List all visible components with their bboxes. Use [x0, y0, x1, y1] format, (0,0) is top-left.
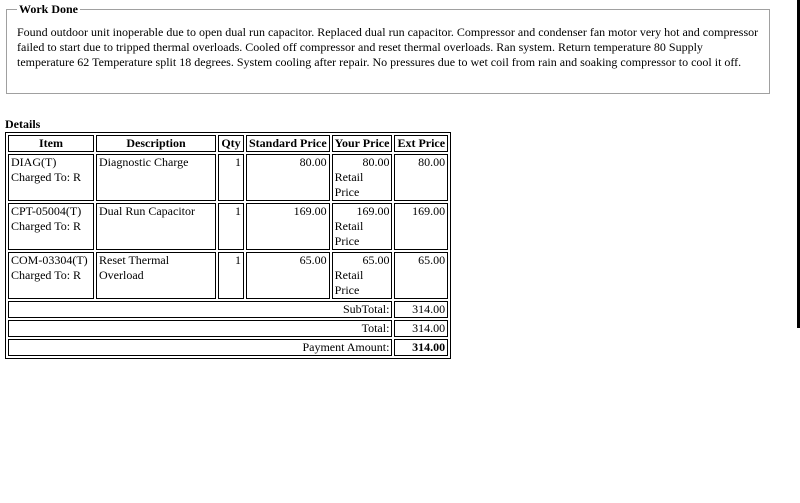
standard-price-cell: 80.00: [246, 154, 330, 201]
description-cell: Dual Run Capacitor: [96, 203, 216, 250]
qty-cell: 1: [218, 154, 244, 201]
your-price-note: Retail Price: [334, 219, 364, 248]
header-your-price: Your Price: [332, 135, 393, 152]
item-code: DIAG(T): [11, 155, 57, 169]
charged-to: Charged To: R: [11, 170, 82, 184]
work-done-text: Found outdoor unit inoperable due to open dual run capacitor. Replaced dual run capacitor. Compressor and condenser fan motor very hot and compressor failed to start due to tripped thermal overloads. Cooled off compressor and reset thermal overloads. Ran system. Return temperature 80 Supply temperature 62 Temperature split 18 degrees. System cooling after repair. No pressures due to wet coil from rain and soaking compressor to cool it off.: [17, 25, 759, 69]
description-cell: Diagnostic Charge: [96, 154, 216, 201]
qty-cell: 1: [218, 203, 244, 250]
header-qty: Qty: [218, 135, 244, 152]
charged-to: Charged To: R: [11, 219, 82, 233]
your-price-cell: [332, 154, 393, 201]
your-price-note: Retail Price: [334, 170, 364, 199]
header-ext-price: Ext Price: [394, 135, 448, 152]
ext-price-cell: 80.00: [394, 154, 448, 201]
item-cell: [8, 252, 94, 299]
total-label: Total:: [8, 320, 392, 337]
header-description: Description: [96, 135, 216, 152]
your-price-cell: [332, 203, 393, 250]
table-header-row: [8, 135, 448, 152]
subtotal-label: SubTotal:: [8, 301, 392, 318]
table-row: [8, 252, 448, 299]
table-row: [8, 154, 448, 201]
table-row: [8, 203, 448, 250]
your-price-value: 169.00: [356, 204, 390, 218]
your-price-value: 65.00: [362, 253, 390, 267]
subtotal-value: 314.00: [394, 301, 448, 318]
details-title: Details: [5, 117, 41, 131]
ext-price-cell: 65.00: [394, 252, 448, 299]
item-cell: [8, 203, 94, 250]
your-price-note: Retail Price: [334, 268, 364, 297]
payment-label: Payment Amount:: [8, 339, 392, 356]
standard-price-cell: 169.00: [246, 203, 330, 250]
work-done-legend: Work Done: [19, 2, 79, 16]
qty-cell: 1: [218, 252, 244, 299]
description-cell: Reset Thermal Overload: [96, 252, 216, 299]
standard-price-cell: 65.00: [246, 252, 330, 299]
header-item: Item: [8, 135, 94, 152]
total-value: 314.00: [394, 320, 448, 337]
item-code: CPT-05004(T): [11, 204, 82, 218]
work-done-section: [6, 2, 770, 94]
subtotal-row: [8, 301, 448, 318]
your-price-cell: [332, 252, 393, 299]
payment-value: 314.00: [394, 339, 448, 356]
charged-to: Charged To: R: [11, 268, 82, 282]
details-table: [5, 132, 451, 359]
payment-row: [8, 339, 448, 356]
ext-price-cell: 169.00: [394, 203, 448, 250]
total-row: [8, 320, 448, 337]
item-cell: [8, 154, 94, 201]
your-price-value: 80.00: [362, 155, 390, 169]
header-standard-price: Standard Price: [246, 135, 330, 152]
item-code: COM-03304(T): [11, 253, 88, 267]
